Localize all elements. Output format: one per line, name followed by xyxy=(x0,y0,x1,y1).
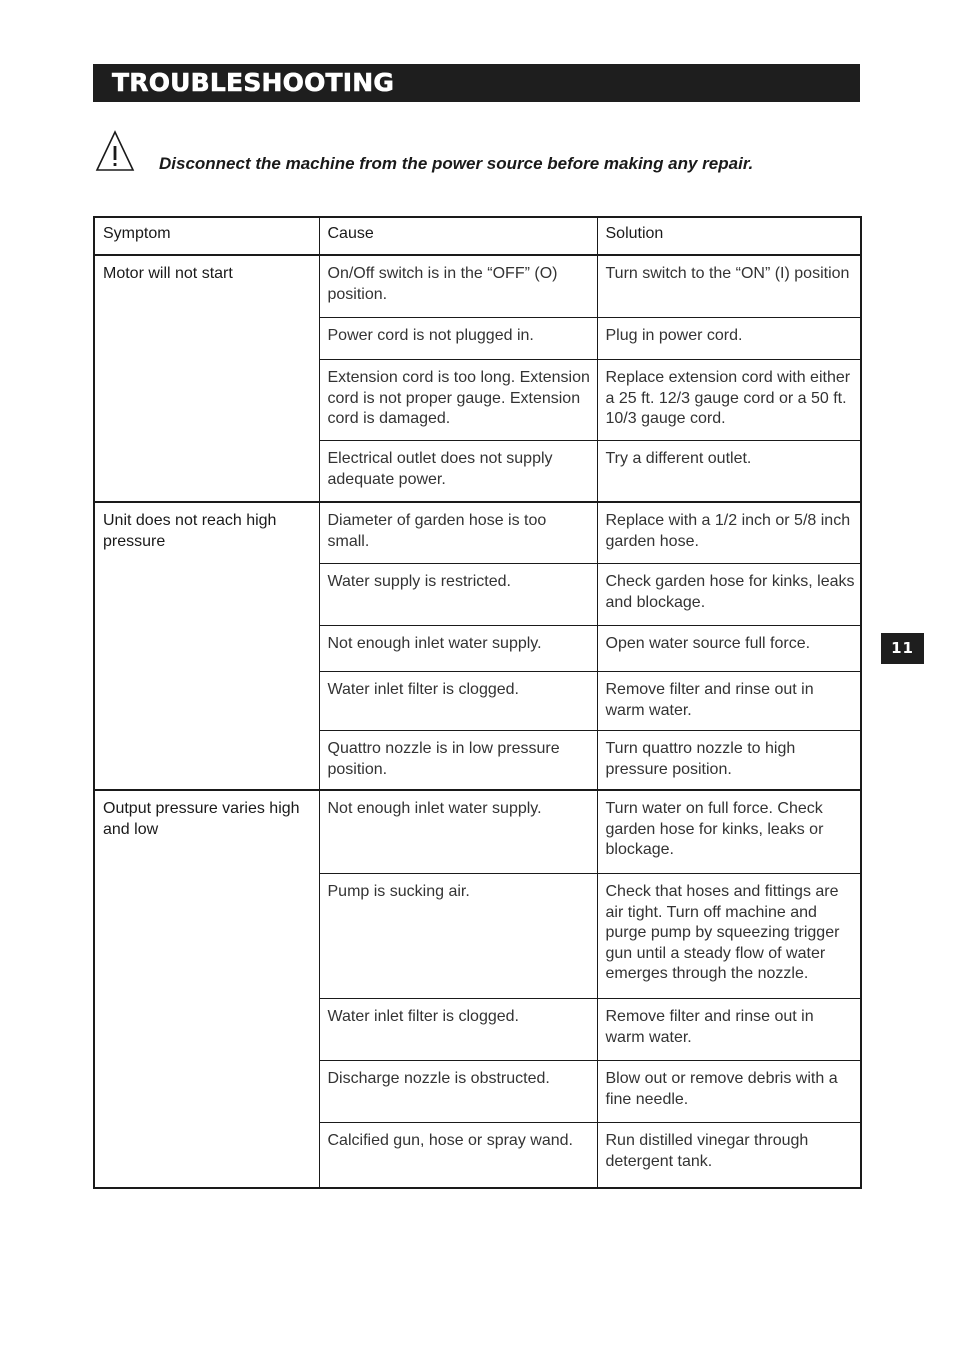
symptom-cell: Motor will not start xyxy=(94,255,319,502)
warning-triangle-icon xyxy=(95,130,135,172)
cause-cell: Not enough inlet water supply. xyxy=(319,790,597,874)
symptom-cell: Unit does not reach high pressure xyxy=(94,502,319,790)
symptom-cell: Output pressure varies high and low xyxy=(94,790,319,1188)
solution-cell: Remove filter and rinse out in warm water. xyxy=(597,999,861,1061)
page-title: TROUBLESHOOTING xyxy=(112,68,395,97)
solution-cell: Try a different outlet. xyxy=(597,441,861,503)
page-number-tab: 11 xyxy=(881,633,924,664)
cause-cell: Pump is sucking air. xyxy=(319,874,597,999)
cause-cell: Diameter of garden hose is too small. xyxy=(319,502,597,564)
solution-cell: Run distilled vinegar through detergent tank. xyxy=(597,1123,861,1189)
solution-cell: Plug in power cord. xyxy=(597,318,861,360)
solution-cell: Remove filter and rinse out in warm water. xyxy=(597,672,861,731)
table-body xyxy=(94,255,861,1188)
solution-cell: Turn water on full force. Check garden hose for kinks, leaks or blockage. xyxy=(597,790,861,874)
solution-cell: Replace extension cord with either a 25 ft. 12/3 gauge cord or a 50 ft. 10/3 gauge cord. xyxy=(597,360,861,441)
solution-cell: Turn quattro nozzle to high pressure position. xyxy=(597,731,861,791)
cause-cell: Water inlet filter is clogged. xyxy=(319,999,597,1061)
cause-cell: Water supply is restricted. xyxy=(319,564,597,626)
header-cause: Cause xyxy=(319,217,597,255)
section-title-bar xyxy=(93,64,860,102)
cause-cell: Power cord is not plugged in. xyxy=(319,318,597,360)
table-row xyxy=(94,255,861,318)
table-row xyxy=(94,502,861,564)
cause-cell: Quattro nozzle is in low pressure position. xyxy=(319,731,597,791)
cause-cell: Calcified gun, hose or spray wand. xyxy=(319,1123,597,1189)
solution-cell: Blow out or remove debris with a fine needle. xyxy=(597,1061,861,1123)
warning-message: Disconnect the machine from the power source before making any repair. xyxy=(159,154,754,173)
header-symptom: Symptom xyxy=(94,217,319,255)
cause-cell: Water inlet filter is clogged. xyxy=(319,672,597,731)
cause-cell: On/Off switch is in the “OFF” (O) position. xyxy=(319,255,597,318)
troubleshooting-table xyxy=(93,216,862,1189)
header-solution: Solution xyxy=(597,217,861,255)
cause-cell: Discharge nozzle is obstructed. xyxy=(319,1061,597,1123)
solution-cell: Turn switch to the “ON” (I) position xyxy=(597,255,861,318)
table-row xyxy=(94,790,861,874)
solution-cell: Open water source full force. xyxy=(597,626,861,672)
solution-cell: Check that hoses and fittings are air tight. Turn off machine and purge pump by squeezing trigger gun until a steady flow of water emerges through the nozzle. xyxy=(597,874,861,999)
solution-cell: Replace with a 1/2 inch or 5/8 inch garden hose. xyxy=(597,502,861,564)
solution-cell: Check garden hose for kinks, leaks and blockage. xyxy=(597,564,861,626)
cause-cell: Not enough inlet water supply. xyxy=(319,626,597,672)
table-header-row xyxy=(94,217,861,255)
cause-cell: Electrical outlet does not supply adequate power. xyxy=(319,441,597,503)
cause-cell: Extension cord is too long. Extension cord is not proper gauge. Extension cord is damaged. xyxy=(319,360,597,441)
